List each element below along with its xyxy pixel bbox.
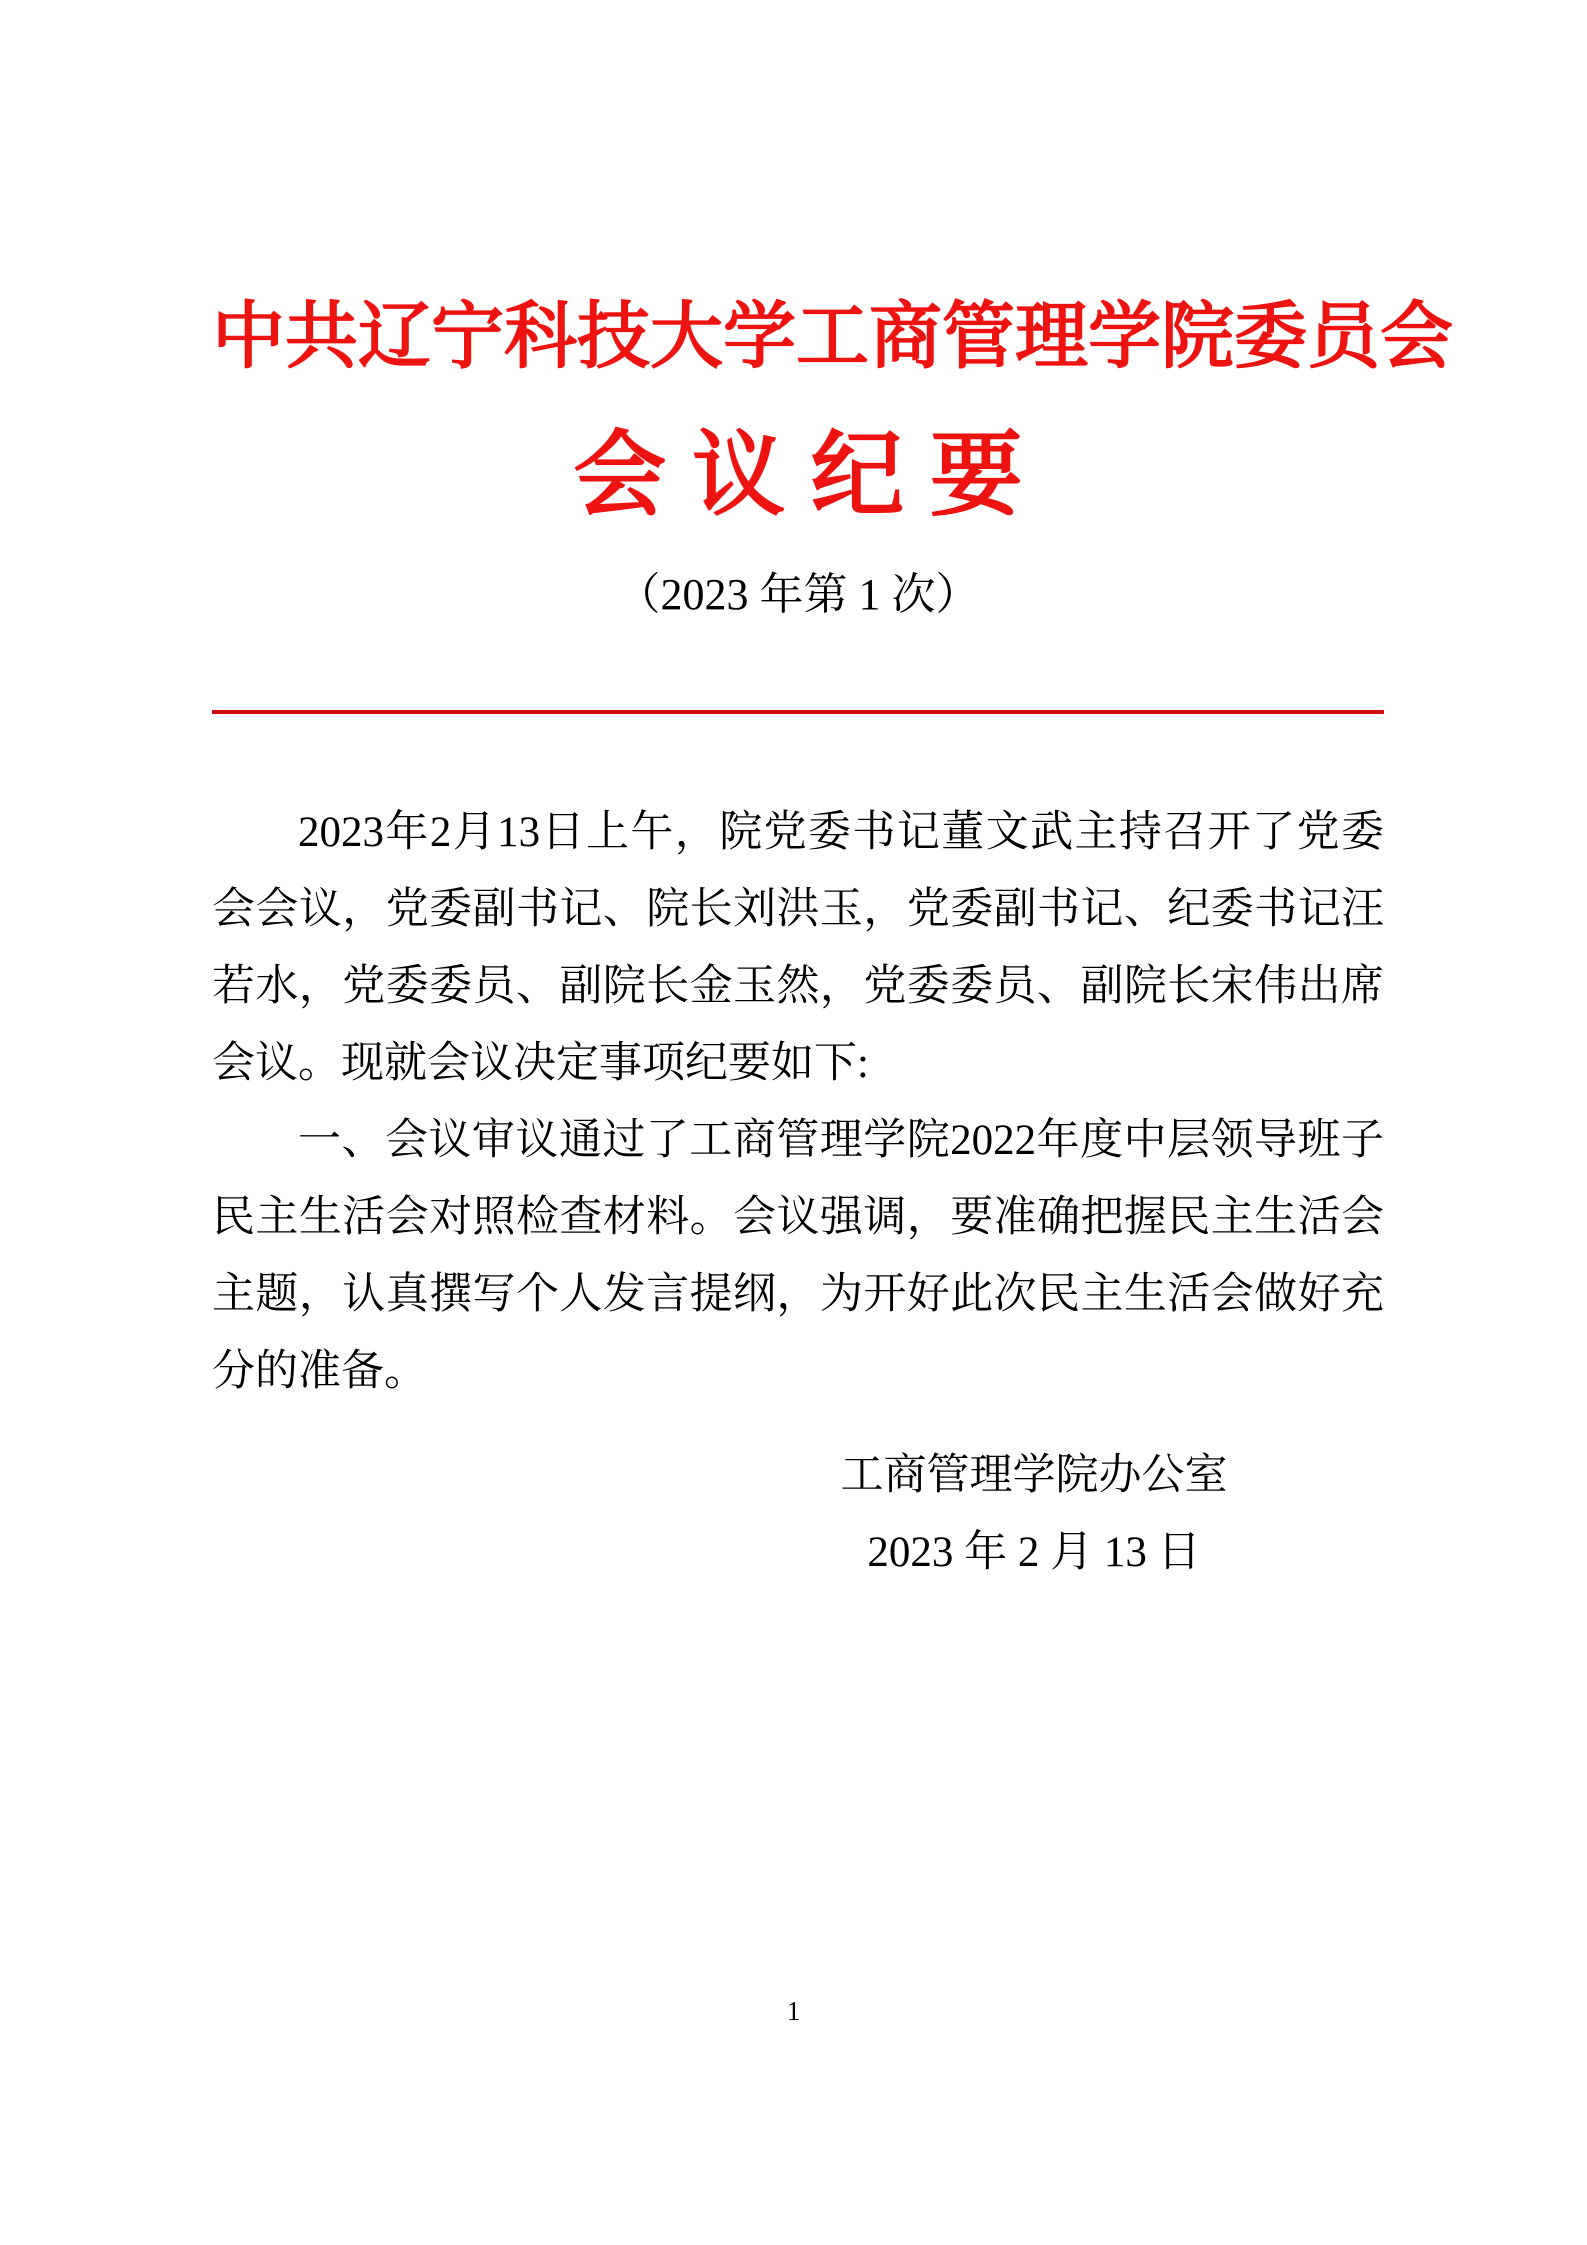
paragraph-meeting-attendees: 2023年2月13日上午，院党委书记董文武主持召开了党委会会议，党委副书记、院长刘洪玉，党委副书记、纪委书记汪若水，党委委员、副院长金玉然，党委委员、副院长宋伟出席会议。现就会议决定事项纪要如下: — [212, 809, 1384, 1087]
paragraph-meeting-decision: 一、会议审议通过了工商管理学院2022年度中层领导班子民主生活会对照检查材料。会议强调，要准确把握民主生活会主题，认真撰写个人发言提纲，为开好此次民主生活会做好充分的准备。 — [212, 1117, 1384, 1395]
signature-block — [684, 1437, 1384, 1591]
organization-title: 中共辽宁科技大学工商管理学院委员会 — [212, 296, 1453, 377]
signature-office: 工商管理学院办公室 — [840, 1452, 1228, 1499]
issue-number: （2023 年第 1 次） — [616, 570, 980, 619]
body-text — [212, 794, 1384, 1410]
page-number: 1 — [786, 1996, 801, 2026]
signature-date: 2023 年 2 月 13 日 — [867, 1529, 1201, 1576]
document-title: 会 议 纪 要 — [573, 423, 1023, 527]
header-divider-rule — [212, 710, 1384, 714]
